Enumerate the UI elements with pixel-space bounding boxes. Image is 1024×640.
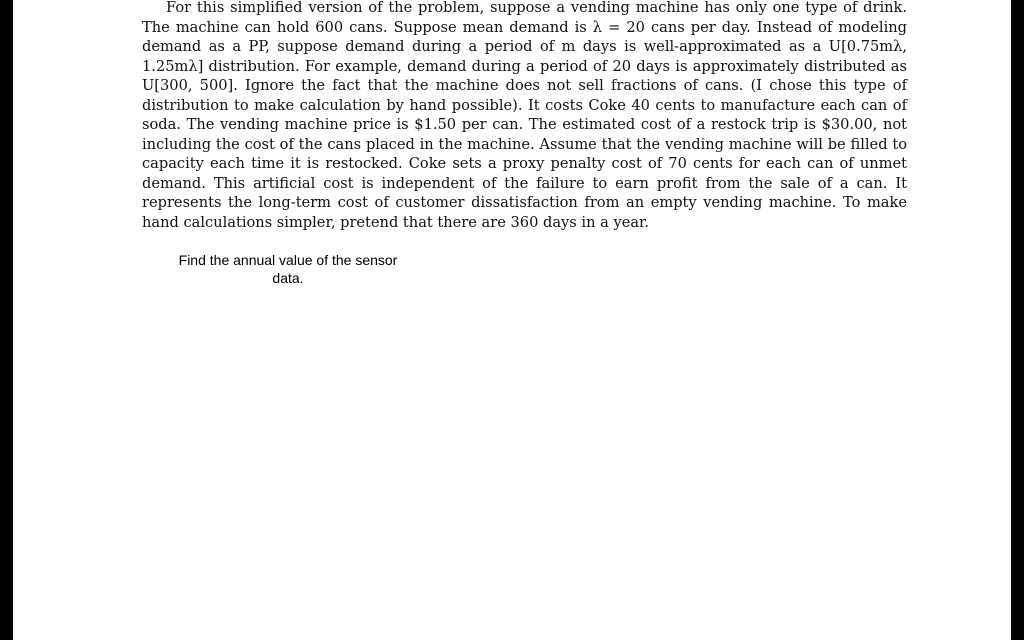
- document-page: [13, 0, 1011, 640]
- question-prompt: Find the annual value of the sensor data.: [178, 252, 398, 286]
- problem-statement: For this simplified version of the problem, suppose a vending machine has only one type of drink. The machine can hold 600 cans. Suppose mean demand is λ = 20 cans per day. Instead of modeling demand as a PP, suppose demand during a period of m days is well-approximated as a U[0.75mλ, 1.25mλ] distribution. For example, demand during a period of 20 days is approximately distributed as U[300, 500]. Ignore the fact that the machine does not sell fractions of cans. (I chose this type of distribution to make calculation by hand possible). It costs Coke 40 cents to manufacture each can of soda. The vending machine price is $1.50 per can. The estimated cost of a restock trip is $30.00, not including the cost of the cans placed in the machine. Assume that the vending machine will be filled to capacity each time it is restocked. Coke sets a proxy penalty cost of 70 cents for each can of unmet demand. This artificial cost is independent of the failure to earn profit from the sale of a can. It represents the long-term cost of customer dissatisfaction from an empty vending machine. To make hand calculations simpler, pretend that there are 360 days in a year.: [142, 0, 907, 231]
